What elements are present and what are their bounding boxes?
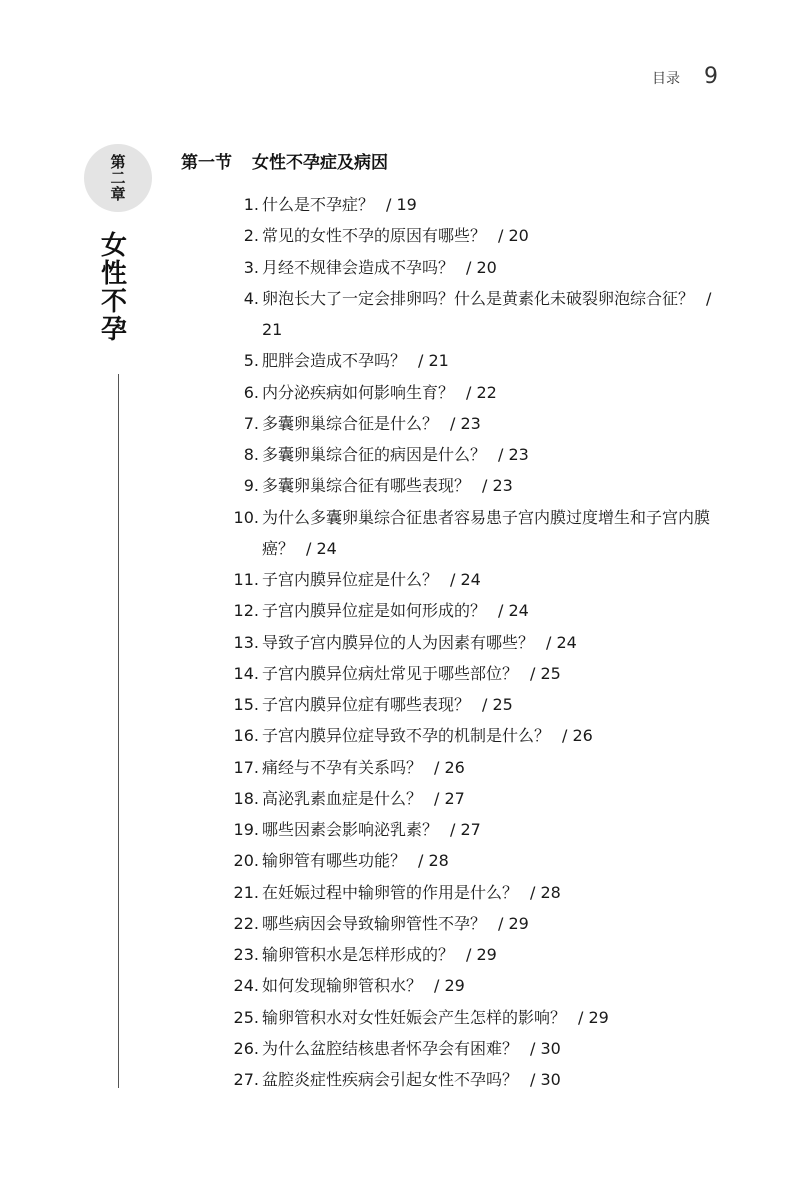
running-header	[652, 64, 718, 89]
toc-entry-page: / 21	[262, 288, 712, 339]
toc-entry-text-wrap	[262, 220, 730, 251]
toc-entry-number: 2.	[243, 226, 259, 246]
toc-entry-page: / 22	[466, 382, 497, 402]
toc-entry-text-wrap	[262, 814, 730, 845]
toc-entry-page: / 28	[418, 851, 449, 871]
toc-entry[interactable]	[210, 970, 730, 1001]
toc-entry[interactable]	[210, 439, 730, 470]
toc-entry-title: 多囊卵巢综合征有哪些表现？	[262, 476, 471, 496]
toc-entry[interactable]	[210, 1002, 730, 1033]
chapter-number-char: 章	[110, 185, 126, 203]
toc-entry[interactable]	[210, 595, 730, 626]
toc-entry[interactable]	[210, 408, 730, 439]
toc-entry-number: 21.	[233, 882, 259, 902]
toc-entry-number: 17.	[233, 757, 259, 777]
toc-entry-text-wrap	[262, 658, 730, 689]
toc-entry-title: 痛经与不孕有关系吗？	[262, 757, 423, 777]
toc-entry-text-wrap	[262, 1064, 730, 1095]
toc-entry-title: 什么是不孕症？	[262, 195, 375, 214]
toc-entry-title: 输卵管有哪些功能？	[262, 851, 407, 871]
toc-entry-title: 月经不规律会造成不孕吗？	[262, 257, 455, 277]
toc-entry-text-wrap	[262, 908, 730, 939]
toc-entry[interactable]	[210, 564, 730, 595]
toc-entry-title: 内分泌疾病如何影响生育？	[262, 382, 455, 402]
chapter-title	[101, 232, 127, 344]
toc-list	[210, 189, 730, 1095]
toc-entry[interactable]	[210, 345, 730, 376]
toc-entry[interactable]	[210, 377, 730, 408]
chapter-number-char: 第	[110, 153, 126, 171]
toc-entry[interactable]	[210, 283, 730, 346]
toc-entry-number: 25.	[233, 1007, 259, 1027]
toc-entry-number: 5.	[243, 351, 259, 371]
toc-entry-page: / 19	[386, 195, 417, 214]
toc-entry-title: 肥胖会造成不孕吗？	[262, 351, 407, 371]
toc-entry[interactable]	[210, 720, 730, 751]
toc-entry[interactable]	[210, 252, 730, 283]
toc-entry-page: / 29	[498, 913, 529, 933]
toc-entry-number: 15.	[233, 695, 259, 714]
toc-entry-title: 子宫内膜异位症导致不孕的机制是什么？	[262, 726, 551, 746]
toc-entry-title: 哪些病因会导致输卵管性不孕？	[262, 913, 487, 933]
toc-entry-number: 27.	[233, 1070, 259, 1089]
toc-entry[interactable]	[210, 814, 730, 845]
toc-entry-text-wrap	[262, 595, 730, 626]
toc-entry-page: / 24	[498, 601, 529, 621]
chapter-title-char: 不	[101, 287, 128, 317]
toc-entry-text-wrap	[262, 845, 730, 876]
toc-entry-text-wrap	[262, 564, 730, 595]
toc-entry[interactable]	[210, 752, 730, 783]
chapter-title-char: 性	[101, 259, 128, 289]
toc-entry-number: 18.	[233, 788, 259, 808]
toc-entry-page: / 23	[498, 445, 529, 464]
toc-entry-page: / 20	[498, 226, 529, 246]
toc-entry-text-wrap	[262, 252, 730, 283]
toc-entry-title: 卵泡长大了一定会排卵吗？什么是黄素化未破裂卵泡综合征？	[262, 288, 695, 308]
toc-entry-text-wrap	[262, 877, 730, 908]
toc-entry-number: 19.	[233, 820, 259, 839]
toc-entry-page: / 24	[450, 570, 481, 589]
toc-entry-number: 9.	[243, 476, 259, 496]
toc-entry-text-wrap	[262, 345, 730, 376]
toc-entry[interactable]	[210, 845, 730, 876]
toc-entry-title: 导致子宫内膜异位的人为因素有哪些？	[262, 632, 535, 652]
toc-entry-title: 哪些因素会影响泌乳素？	[262, 820, 439, 839]
page-number: 9	[704, 64, 718, 89]
toc-entry-page: / 27	[434, 788, 465, 808]
toc-entry-page: / 25	[482, 695, 513, 714]
toc-entry-text-wrap	[262, 439, 730, 470]
toc-entry-number: 11.	[233, 570, 259, 589]
toc-entry-text-wrap	[262, 1033, 730, 1064]
toc-entry-page: / 29	[434, 976, 465, 996]
toc-entry-text-wrap	[262, 627, 730, 658]
toc-entry-title: 常见的女性不孕的原因有哪些？	[262, 226, 487, 246]
toc-entry-number: 6.	[243, 382, 259, 402]
toc-entry[interactable]	[210, 939, 730, 970]
toc-entry-text-wrap	[262, 189, 730, 220]
toc-entry-title: 子宫内膜异位症有哪些表现？	[262, 695, 471, 714]
toc-entry[interactable]	[210, 783, 730, 814]
toc-entry-text-wrap	[262, 283, 730, 346]
toc-entry-title: 高泌乳素血症是什么？	[262, 788, 423, 808]
toc-entry-page: / 27	[450, 820, 481, 839]
toc-entry-number: 1.	[243, 195, 259, 214]
toc-entry[interactable]	[210, 627, 730, 658]
toc-entry-title: 子宫内膜异位病灶常见于哪些部位？	[262, 663, 519, 683]
toc-entry-text-wrap	[262, 470, 730, 501]
toc-entry-title: 多囊卵巢综合征是什么？	[262, 413, 439, 433]
toc-entry-page: / 29	[466, 945, 497, 964]
toc-entry-page: / 20	[466, 257, 497, 277]
toc-entry-number: 26.	[233, 1038, 259, 1058]
toc-entry-page: / 28	[530, 882, 561, 902]
toc-entry[interactable]	[210, 689, 730, 720]
toc-entry[interactable]	[210, 908, 730, 939]
toc-entry-number: 22.	[233, 913, 259, 933]
chapter-divider-line	[118, 374, 119, 1088]
toc-entry-page: / 25	[530, 663, 561, 683]
toc-entry-page: / 29	[578, 1007, 609, 1027]
toc-entry-number: 4.	[243, 288, 259, 308]
header-label: 目录	[652, 71, 680, 87]
toc-entry-number: 20.	[233, 851, 259, 871]
toc-entry-text-wrap	[262, 939, 730, 970]
toc-entry-title: 子宫内膜异位症是什么？	[262, 570, 439, 589]
toc-entry-text-wrap	[262, 752, 730, 783]
toc-entry-page: / 26	[562, 726, 593, 746]
toc-entry[interactable]	[210, 502, 730, 565]
toc-entry-title: 子宫内膜异位症是如何形成的？	[262, 601, 487, 621]
toc-entry-title: 输卵管积水对女性妊娠会产生怎样的影响？	[262, 1007, 567, 1027]
section-heading	[181, 148, 388, 173]
toc-entry-text-wrap	[262, 970, 730, 1001]
toc-entry-number: 16.	[233, 726, 259, 746]
toc-entry[interactable]	[210, 189, 730, 220]
toc-entry-number: 24.	[233, 976, 259, 996]
chapter-title-char: 孕	[101, 315, 128, 345]
chapter-badge	[84, 144, 152, 212]
toc-entry-text-wrap	[262, 720, 730, 751]
toc-entry-page: / 23	[450, 413, 481, 433]
toc-entry-page: / 30	[530, 1070, 561, 1089]
toc-entry-text-wrap	[262, 689, 730, 720]
toc-entry[interactable]	[210, 470, 730, 501]
toc-entry-title: 输卵管积水是怎样形成的？	[262, 945, 455, 964]
toc-entry-title: 盆腔炎症性疾病会引起女性不孕吗？	[262, 1070, 519, 1089]
toc-entry-title: 如何发现输卵管积水？	[262, 976, 423, 996]
toc-entry[interactable]	[210, 1033, 730, 1064]
toc-entry-number: 8.	[243, 445, 259, 464]
toc-entry-page: / 24	[306, 538, 337, 558]
toc-entry-number: 10.	[233, 507, 259, 527]
toc-entry-number: 12.	[233, 601, 259, 621]
toc-entry-number: 14.	[233, 663, 259, 683]
toc-entry-text-wrap	[262, 783, 730, 814]
toc-entry-page: / 30	[530, 1038, 561, 1058]
toc-entry[interactable]	[210, 658, 730, 689]
toc-entry-text-wrap	[262, 377, 730, 408]
toc-entry-title: 在妊娠过程中输卵管的作用是什么？	[262, 882, 519, 902]
toc-entry-title: 多囊卵巢综合征的病因是什么？	[262, 445, 487, 464]
toc-entry-number: 7.	[243, 413, 259, 433]
section-title: 女性不孕症及病因	[252, 153, 388, 173]
toc-entry-page: / 24	[546, 632, 577, 652]
toc-entry[interactable]	[210, 1064, 730, 1095]
section-number: 第一节	[181, 153, 232, 173]
toc-entry-number: 23.	[233, 945, 259, 964]
toc-entry-number: 3.	[243, 257, 259, 277]
toc-entry-page: / 26	[434, 757, 465, 777]
toc-entry-text-wrap	[262, 502, 730, 565]
toc-entry-number: 13.	[233, 632, 259, 652]
toc-entry-text-wrap	[262, 408, 730, 439]
toc-entry-page: / 21	[418, 351, 449, 371]
toc-entry-page: / 23	[482, 476, 513, 496]
toc-entry-title: 为什么多囊卵巢综合征患者容易患子宫内膜过度增生和子宫内膜癌？	[262, 507, 711, 558]
toc-entry[interactable]	[210, 877, 730, 908]
chapter-number-char: 二	[110, 169, 126, 187]
toc-entry-title: 为什么盆腔结核患者怀孕会有困难？	[262, 1038, 519, 1058]
toc-entry[interactable]	[210, 220, 730, 251]
toc-entry-text-wrap	[262, 1002, 730, 1033]
chapter-title-char: 女	[101, 231, 128, 261]
